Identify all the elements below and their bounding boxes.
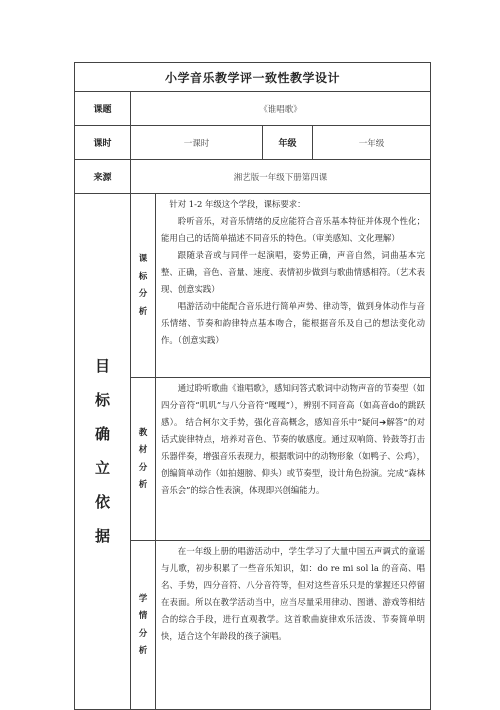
page-title: 小学音乐教学评一致性教学设计 (75, 63, 431, 92)
hours-label: 课时 (75, 126, 131, 160)
textbook-analysis-text: 通过聆听歌曲《谁唱歌》，感知问答式歌词中动物声音的节奏型（如四分音符“叽叽”与八分音符“嘎嘎”），辨别不同音高（如高音do的跳跃感）。 结合柯尔文手势，强化音高概念，感知音乐中“疑问➔解答”的对话式旋律特点，培养对音色、节奏的敏感度。通过双响筒、铃鼓等打击乐器伴奏，增强音乐表现力，根据歌词中的动物形象（如鸭子、公鸡），创编简单动作（如拍翅膀、仰头）或节奏型，设计角色扮演。完成“森林音乐会”的综合性表演，体现即兴创编能力。 (156, 378, 431, 541)
student-analysis-label: 学 情 分 析 (131, 541, 156, 710)
grade-value: 一年级 (313, 126, 431, 160)
curriculum-analysis-text: 针对 1-2 年级这个学段，课标要求： 聆听音乐，对音乐情绪的反应能符合音乐基本特征并体现个性化；能用自己的话简单描述不同音乐的特色。（审美感知、文化理解） 跟随录音或与同伴一起演唱，姿势正确，声音自然，词曲基本完整、正确，音色、音量、速度、表情初步做到与歌曲情感相符。（艺术表现、创意实践） 唱游活动中能配合音乐进行简单声势、律动等，做到身体动作与音乐情绪、节奏和韵律特点基本吻合，能根据音乐及自己的想法变化动作。（创意实践） (156, 194, 431, 378)
hours-value: 一课时 (131, 126, 263, 160)
topic-label: 课题 (75, 92, 131, 126)
curriculum-analysis-row (75, 194, 431, 378)
grade-label: 年级 (263, 126, 313, 160)
source-value: 湘艺版一年级下册第四课 (131, 160, 431, 194)
goal-basis-label: 目 标 确 立 依 据 (75, 194, 131, 710)
textbook-analysis-label: 教 材 分 析 (131, 378, 156, 541)
student-analysis-text: 在一年级上册的唱游活动中，学生学习了大量中国五声调式的童谣与儿歌，初步积累了一些音乐知识，如：do re mi sol la 的音高、唱名、手势，四分音符、八分音符等，但对这些音乐只是的掌握还只停留在表面。所以在教学活动当中，应当尽量采用律动、图谱、游戏等相结合的综合手段，进行直观教学。这首歌曲旋律欢乐活泼、节奏简单明快，适合这个年龄段的孩子演唱。 (156, 541, 431, 710)
lesson-design-table (74, 62, 431, 710)
source-label: 来源 (75, 160, 131, 194)
topic-row (75, 92, 431, 126)
topic-value: 《谁唱歌》 (131, 92, 431, 126)
source-row (75, 160, 431, 194)
curriculum-analysis-label: 课 标 分 析 (131, 194, 156, 378)
hours-row (75, 126, 431, 160)
